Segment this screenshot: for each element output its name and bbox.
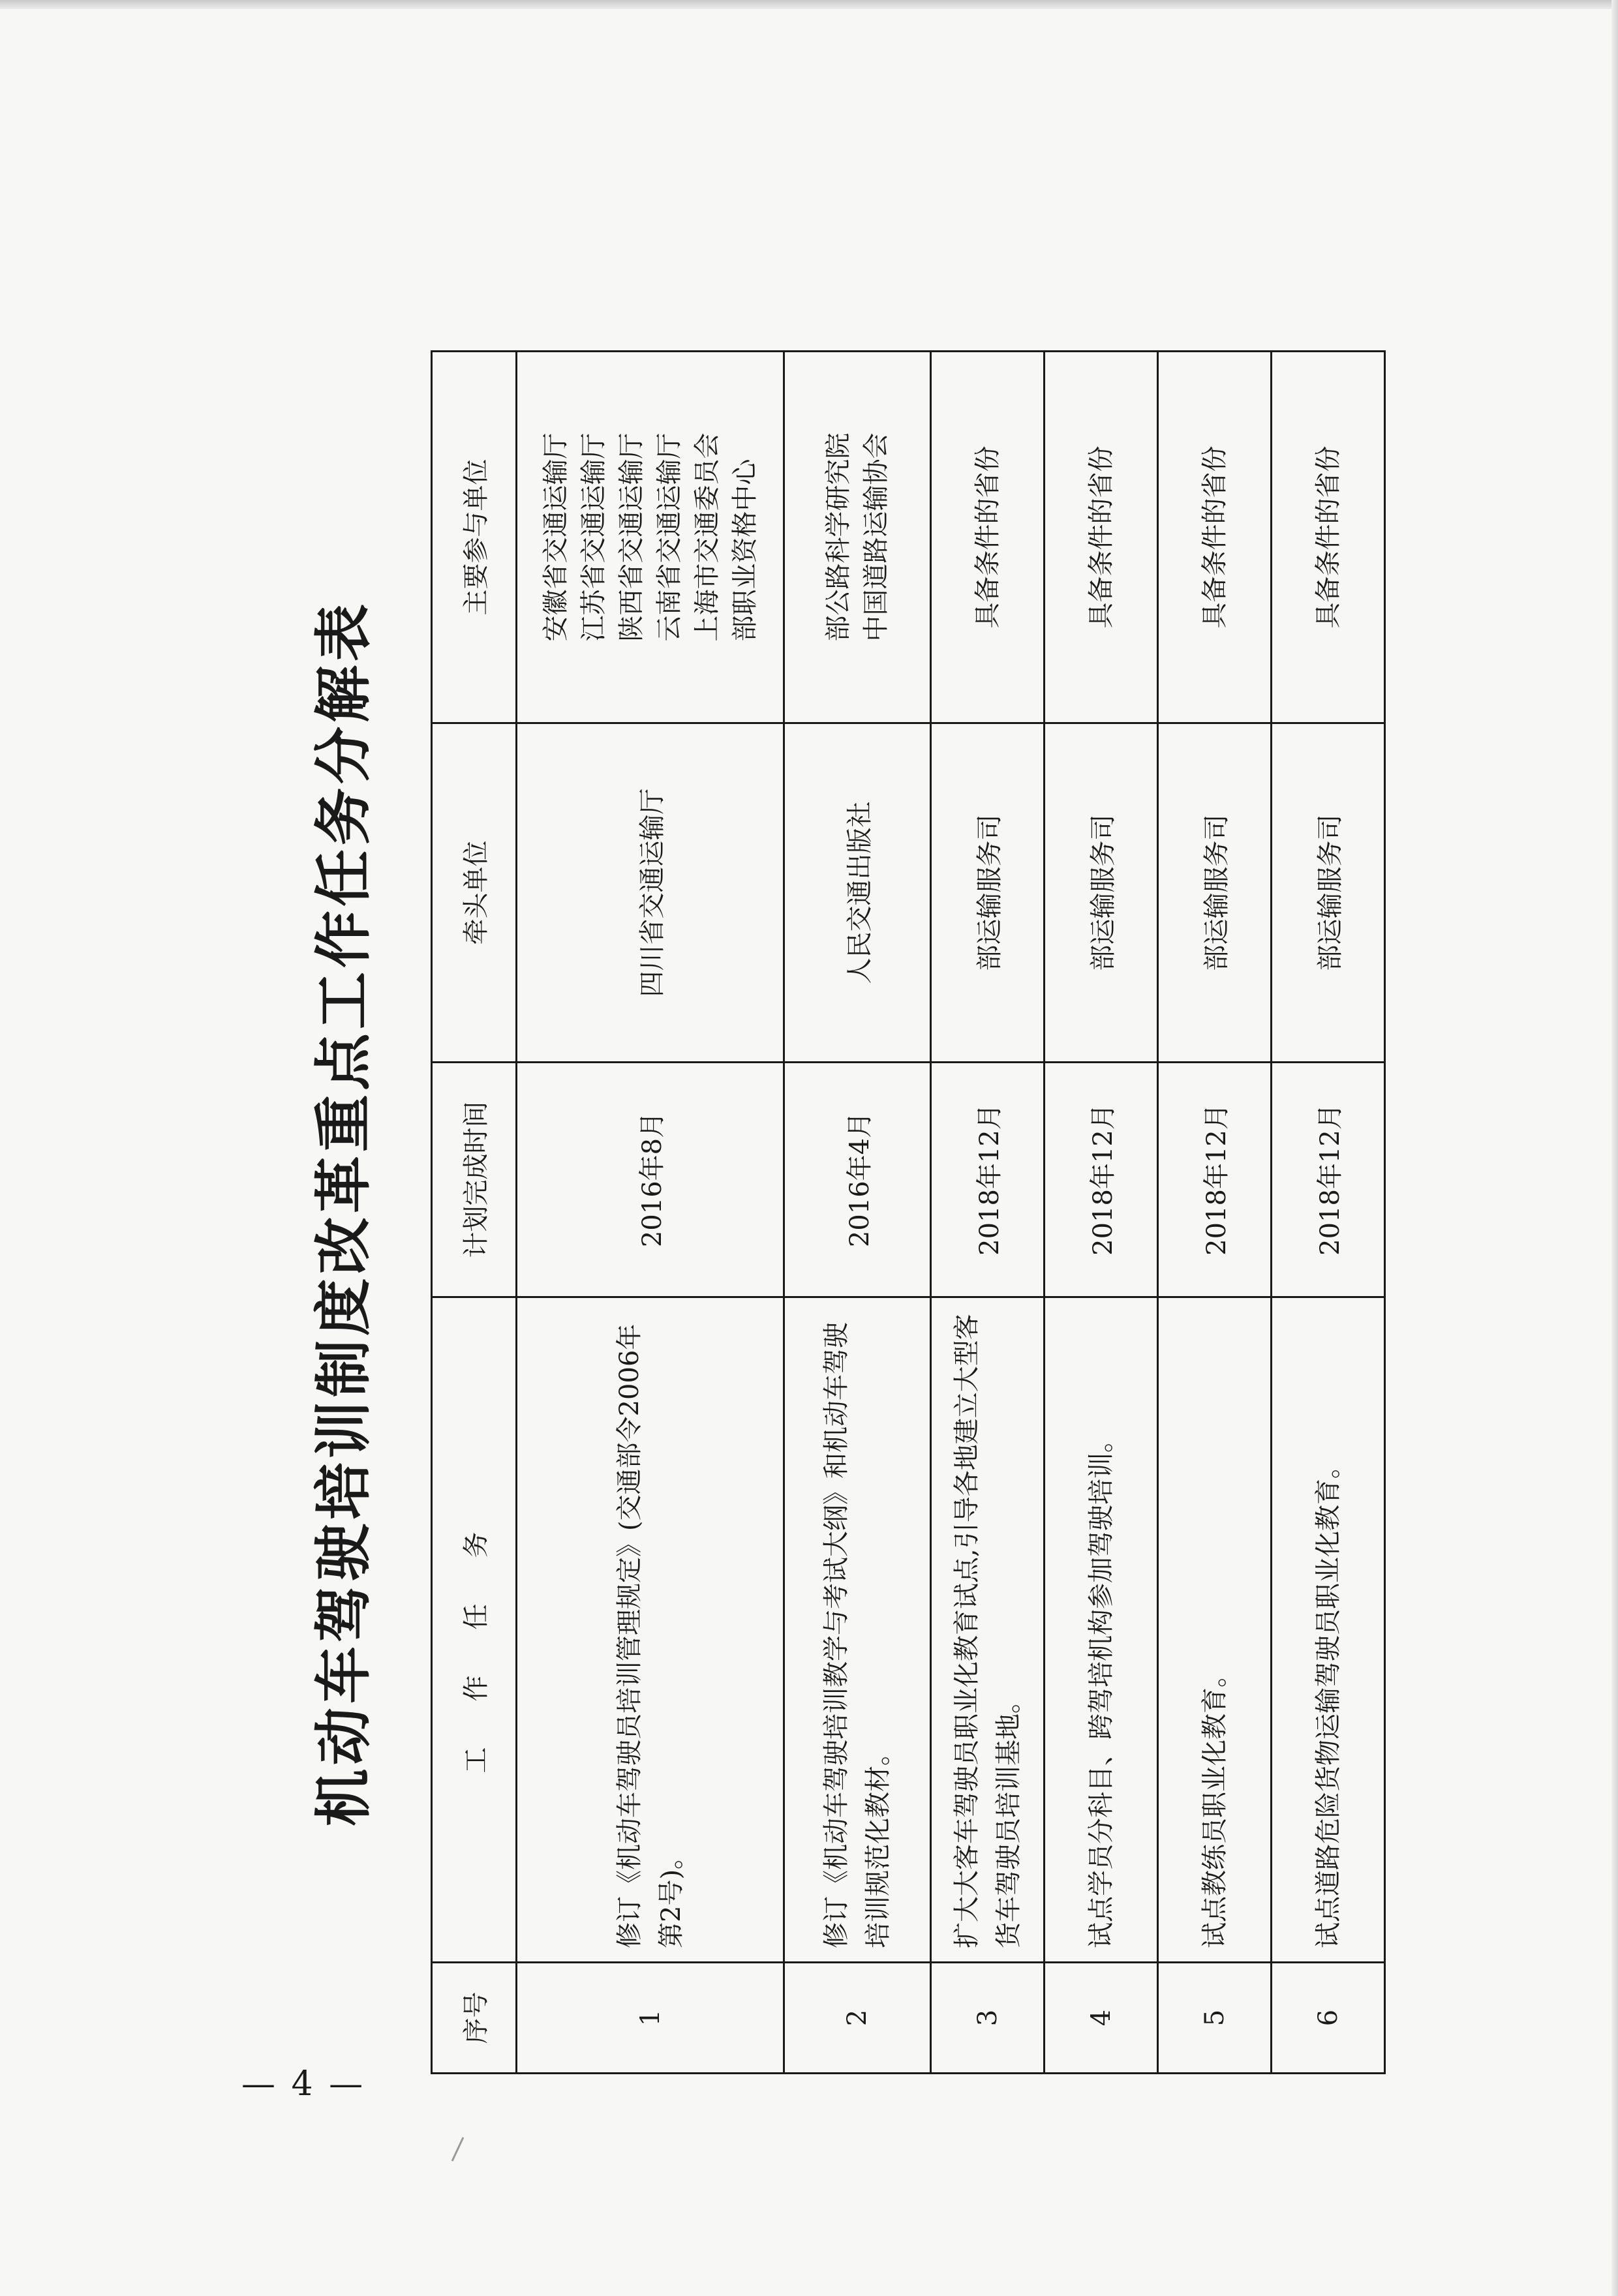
table-row <box>1045 352 1158 2074</box>
participant: 具备条件的省份 <box>1199 446 1230 629</box>
scan-right-edge <box>1611 0 1618 2296</box>
participant: 江苏省交通运输厅 <box>578 432 609 642</box>
table-row <box>517 352 784 2074</box>
row-task: 修订《机动车驾驶培训教学与考试大纲》和机动车驾驶培训规范化教材。 <box>784 1297 931 1963</box>
task-table <box>431 350 1386 2074</box>
participant: 具备条件的省份 <box>1086 446 1116 629</box>
row-task: 试点学员分科目、跨驾培机构参加驾驶培训。 <box>1045 1297 1158 1963</box>
header-seq: 序号 <box>432 1963 517 2074</box>
header-participants: 主要参与单位 <box>432 352 517 723</box>
row-task: 扩大大客车驾驶员职业化教育试点,引导各地建立大型客货车驾驶员培训基地。 <box>931 1297 1045 1963</box>
row-participants <box>1158 352 1272 723</box>
participant: 中国道路运输协会 <box>861 432 891 642</box>
row-lead: 部运输服务司 <box>1158 723 1272 1063</box>
participant: 具备条件的省份 <box>972 446 1003 629</box>
participant: 云南省交通运输厅 <box>654 432 684 642</box>
rotated-page-content <box>274 300 1461 2074</box>
row-lead: 部运输服务司 <box>1272 723 1385 1063</box>
row-lead: 四川省交通运输厅 <box>517 723 784 1063</box>
row-participants <box>1272 352 1385 723</box>
participant: 具备条件的省份 <box>1313 446 1343 629</box>
header-task: 工作任务 <box>432 1297 517 1963</box>
participant: 陕西省交通运输厅 <box>616 432 647 642</box>
participant: 部公路科学研究院 <box>823 432 853 642</box>
row-deadline: 2018年12月 <box>1045 1063 1158 1297</box>
row-seq: 5 <box>1158 1963 1272 2074</box>
row-seq: 2 <box>784 1963 931 2074</box>
participant: 上海市交通委员会 <box>692 432 722 642</box>
row-seq: 4 <box>1045 1963 1158 2074</box>
table-row <box>931 352 1045 2074</box>
row-participants <box>784 352 931 723</box>
header-lead: 牵头单位 <box>432 723 517 1063</box>
page-number: — 4 — <box>241 2064 366 2104</box>
scan-top-edge <box>0 0 1618 9</box>
row-participants <box>1045 352 1158 723</box>
row-deadline: 2016年4月 <box>784 1063 931 1297</box>
table-row <box>1272 352 1385 2074</box>
row-deadline: 2018年12月 <box>931 1063 1045 1297</box>
row-deadline: 2018年12月 <box>1158 1063 1272 1297</box>
row-deadline: 2018年12月 <box>1272 1063 1385 1297</box>
row-lead: 部运输服务司 <box>931 723 1045 1063</box>
row-task: 修订《机动车驾驶员培训管理规定》(交通部令2006年第2号)。 <box>517 1297 784 1963</box>
row-deadline: 2016年8月 <box>517 1063 784 1297</box>
row-seq: 6 <box>1272 1963 1385 2074</box>
row-participants <box>931 352 1045 723</box>
row-task: 试点教练员职业化教育。 <box>1158 1297 1272 1963</box>
document-title: 机动车驾驶培训制度改革重点工作任务分解表 <box>309 600 377 1827</box>
header-deadline: 计划完成时间 <box>432 1063 517 1297</box>
table-header-row <box>432 352 517 2074</box>
participant: 安徽省交通运输厅 <box>540 432 571 642</box>
row-task: 试点道路危险货物运输驾驶员职业化教育。 <box>1272 1297 1385 1963</box>
row-lead: 人民交通出版社 <box>784 723 931 1063</box>
row-seq: 1 <box>517 1963 784 2074</box>
participant: 部职业资格中心 <box>729 459 760 642</box>
table-row <box>784 352 931 2074</box>
row-seq: 3 <box>931 1963 1045 2074</box>
scan-mark <box>451 2137 465 2162</box>
row-participants <box>517 352 784 723</box>
row-lead: 部运输服务司 <box>1045 723 1158 1063</box>
table-row <box>1158 352 1272 2074</box>
